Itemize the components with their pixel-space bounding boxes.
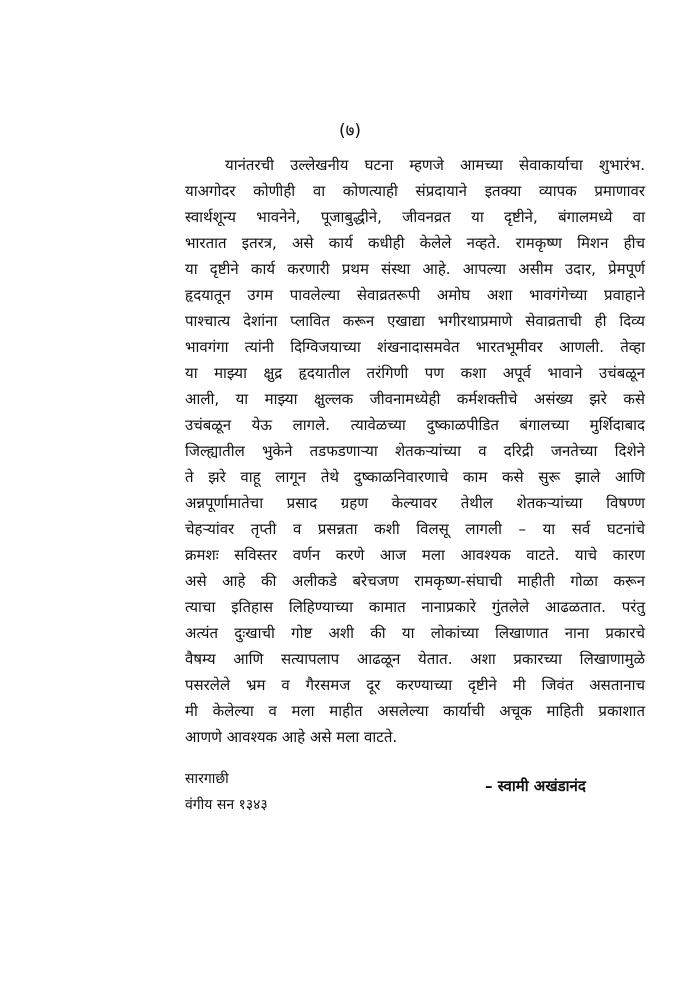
paragraph-line: असे आहे की अलीकडे बरेचजण रामकृष्ण-संघाची माहीती गोळा करून	[185, 572, 645, 590]
paragraph-line: पाश्चात्य देशांना प्लावित करून एखाद्या भगीरथाप्रमाणे सेवाव्रताची ही दिव्य	[185, 312, 645, 330]
paragraph-line: या दृष्टीने कार्य करणारी प्रथम संस्था आहे. आपल्या असीम उदार, प्रेमपूर्ण	[185, 260, 645, 278]
paragraph-line: यानंतरची उल्लेखनीय घटना म्हणजे आमच्या सेवाकार्याचा शुभारंभ.	[225, 156, 645, 174]
paragraph-line: स्वार्थशून्य भावनेने, पूजाबुद्धीने, जीवनव्रत या दृष्टीने, बंगालमध्ये वा	[185, 208, 645, 226]
paragraph-line: भारतात इतरत्र, असे कार्य कधीही केलेले नव्हते. रामकृष्ण मिशन हीच	[185, 234, 645, 252]
paragraph-line: त्याचा इतिहास लिहिण्याच्या कामात नानाप्रकारे गुंतलेले आढळतात. परंतु	[185, 598, 645, 616]
paragraph-line: आणणे आवश्यक आहे असे मला वाटते.	[185, 728, 398, 746]
body-paragraph	[185, 152, 645, 750]
paragraph-line: हृदयातून उगम पावलेल्या सेवाव्रतरूपी अमोघ अशा भावगंगेच्या प्रवाहाने	[185, 286, 645, 304]
paragraph-line: जिल्ह्यातील भुकेने तडफडणाऱ्या शेतकऱ्यांच्या व दरिद्री जनतेच्या दिशेने	[185, 442, 645, 460]
place-of-writing: सारगाछी	[185, 771, 229, 787]
paragraph-line: क्रमशः सविस्तर वर्णन करणे आज मला आवश्यक वाटते. याचे कारण	[185, 546, 645, 564]
author-signature: – स्वामी अखंडानंद	[485, 777, 586, 795]
paragraph-line: ते झरे वाहू लागून तेथे दुष्काळनिवारणाचे काम कसे सुरू झाले आणि	[185, 468, 645, 486]
year-of-writing: वंगीय सन १३४३	[185, 797, 268, 813]
paragraph-line: भावगंगा त्यांनी दिग्विजयाच्या शंखनादासमवेत भारतभूमीवर आणली. तेव्हा	[185, 338, 645, 356]
paragraph-line: अन्नपूर्णामातेचा प्रसाद ग्रहण केल्यावर तेथील शेतकऱ्यांच्या विषण्ण	[185, 494, 645, 512]
paragraph-line: चेहऱ्यांवर तृप्ती व प्रसन्नता कशी विलसू लागली – या सर्व घटनांचे	[185, 520, 645, 538]
page-number: (७)	[338, 121, 362, 141]
paragraph-line: वैषम्य आणि सत्यापलाप आढळून येतात. अशा प्रकारच्या लिखाणामुळे	[185, 650, 645, 668]
paragraph-line: अत्यंत दुःखाची गोष्ट अशी की या लोकांच्या लिखाणात नाना प्रकारचे	[185, 624, 645, 642]
paragraph-line: मी केलेल्या व मला माहीत असलेल्या कार्याची अचूक माहिती प्रकाशात	[185, 702, 645, 720]
paragraph-line: उचंबळून येऊ लागले. त्यावेळच्या दुष्काळपीडित बंगालच्या मुर्शिदाबाद	[185, 416, 645, 434]
paragraph-line: आली, या माझ्या क्षुल्लक जीवनामध्येही कर्मशक्तीचे असंख्य झरे कसे	[185, 390, 645, 408]
paragraph-line: या माझ्या क्षुद्र हृदयातील तरंगिणी पण कशा अपूर्व भावाने उचंबळून	[185, 364, 645, 382]
paragraph-line: याअगोदर कोणीही वा कोणत्याही संप्रदायाने इतक्या व्यापक प्रमाणावर	[185, 182, 645, 200]
paragraph-line: पसरलेले भ्रम व गैरसमज दूर करण्याच्या दृष्टीने मी जिवंत असतानाच	[185, 676, 645, 694]
